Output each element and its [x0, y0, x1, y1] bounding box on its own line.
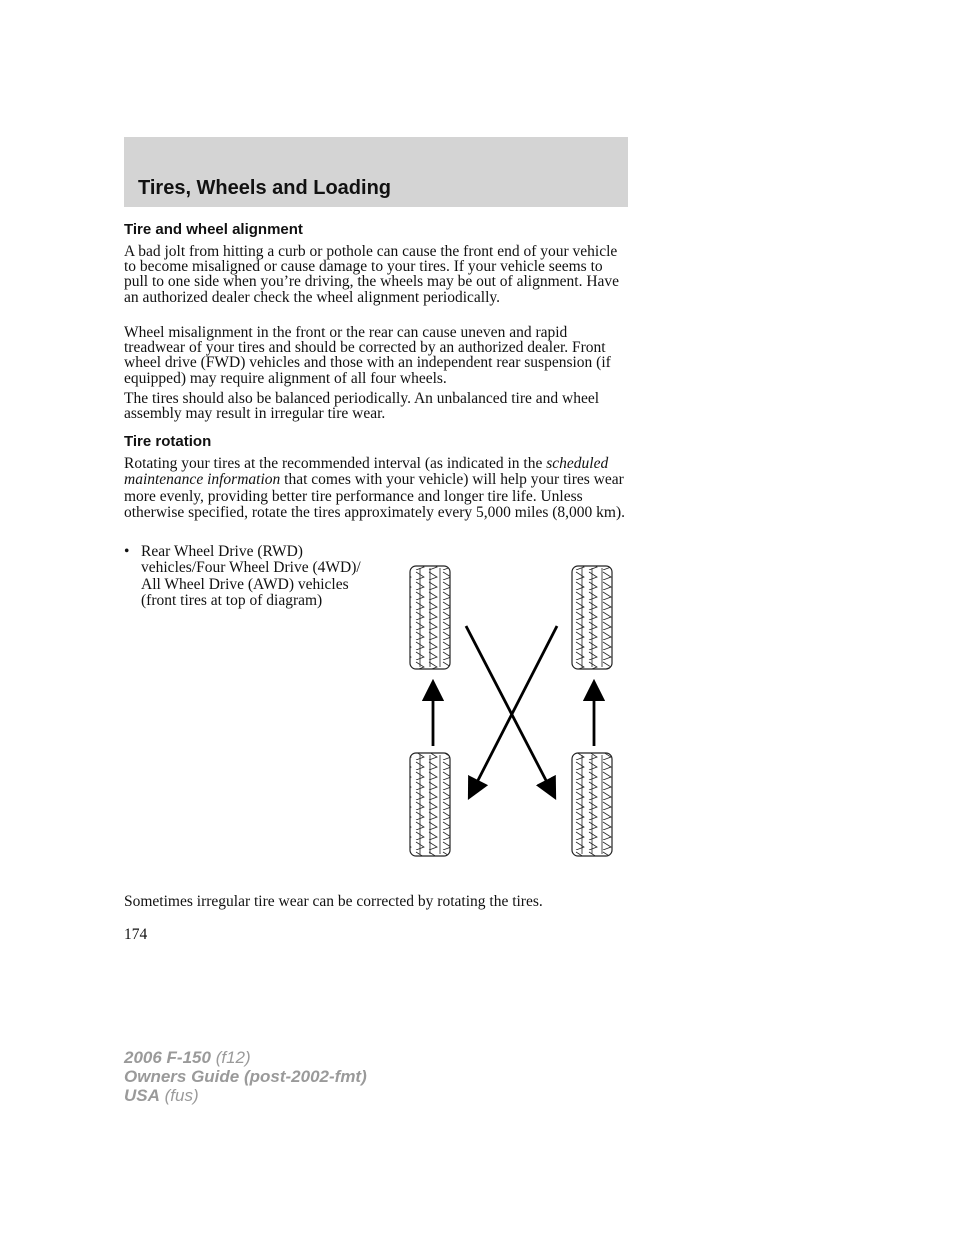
document-footer: 2006 F-150 (f12) Owners Guide (post-2002-fmt) USA (fus) — [124, 1048, 367, 1105]
tire-front-right — [572, 566, 612, 669]
arrow-front-left-to-rear-right — [466, 626, 551, 790]
bullet-symbol: • — [124, 543, 130, 560]
tire-rear-right — [572, 753, 612, 856]
bullet-text: Rear Wheel Drive (RWD) vehicles/Four Wheel Drive (4WD)/ All Wheel Drive (AWD) vehicles (front tires at top of diagram) — [141, 543, 361, 609]
section-heading-alignment: Tire and wheel alignment — [124, 221, 303, 238]
rotation-closing-text: Sometimes irregular tire wear can be corrected by rotating the tires. — [124, 893, 543, 910]
alignment-paragraph-3: The tires should also be balanced periodically. An unbalanced tire and wheel assembly may result in irregular tire wear. — [124, 390, 600, 423]
tire-front-left — [410, 566, 450, 669]
rotation-bullet-item — [124, 544, 364, 609]
section-heading-rotation: Tire rotation — [124, 433, 212, 450]
rotation-paragraph: Rotating your tires at the recommended interval (as indicated in the scheduled maintenance information that comes with your vehicle) will help your tires wear more evenly, providing better tire performance and longer tire life. Unless otherwise specified, rotate the tires approximately every 5,000 miles (8,000 km). — [124, 455, 626, 521]
chapter-title: Tires, Wheels and Loading — [138, 177, 392, 199]
alignment-paragraph-1: A bad jolt from hitting a curb or pothole can cause the front end of your vehicle to become misaligned or cause damage to your tires. If your vehicle seems to pull to one side when you’re driving, the wheels may be out of alignment. Have an authorized dealer check the wheel alignment periodically. — [124, 243, 620, 306]
tire-rear-left — [410, 753, 450, 856]
page-number: 174 — [124, 926, 148, 943]
tire-rotation-diagram — [400, 560, 630, 865]
arrow-front-right-to-rear-left — [473, 626, 557, 790]
alignment-paragraph-2: Wheel misalignment in the front or the rear can cause uneven and rapid treadwear of your tires and should be corrected by an authorized dealer. Front wheel drive (FWD) vehicles and those with an independent rear suspension (if equipped) may require alignment of all four wheels. — [124, 324, 611, 387]
scheduled-maintenance-reference: scheduled maintenance information — [124, 455, 609, 489]
